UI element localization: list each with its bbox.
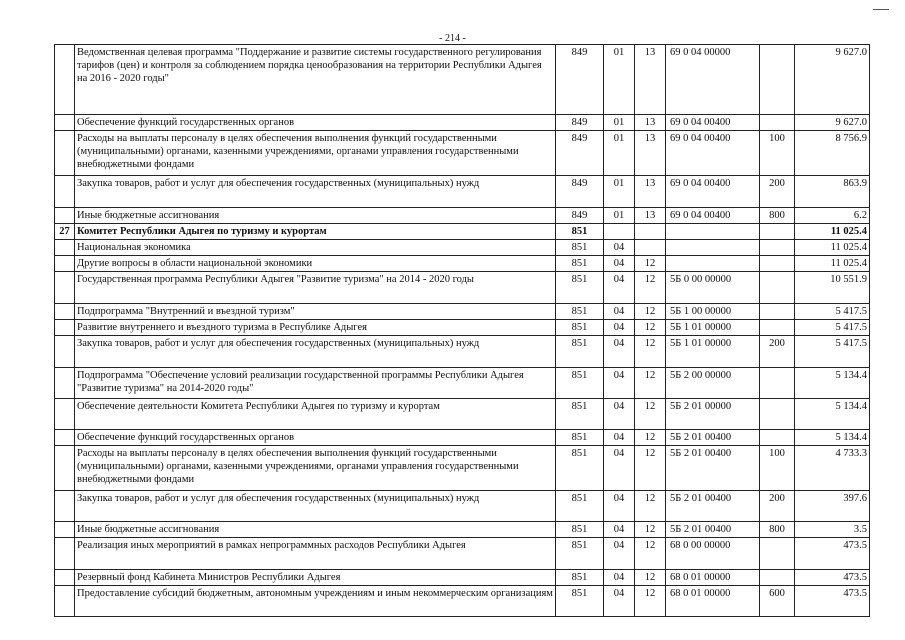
row-sum: 5 417.5 [795,336,870,368]
row-grbs: 849 [556,45,604,115]
row-name: Иные бюджетные ассигнования [75,208,556,224]
row-name: Реализация иных мероприятий в рамках непрограммных расходов Республики Адыгея [75,538,556,570]
row-name: Ведомственная целевая программа "Поддержание и развитие системы государственного регулирования тарифов (цен) и контроля за соблюдением порядка ценообразования на территории Республики Адыгея на 2016 - 2020 годы" [75,45,556,115]
row-number [55,131,75,176]
row-name: Национальная экономика [75,240,556,256]
row-target-code [666,224,760,240]
table-row [55,272,870,304]
row-target-code: 5Б 2 01 00400 [666,491,760,522]
row-subsection: 12 [635,304,666,320]
row-grbs: 851 [556,320,604,336]
row-name: Государственная программа Республики Адыгея "Развитие туризма" на 2014 - 2020 годы [75,272,556,304]
row-sum: 10 551.9 [795,272,870,304]
row-name: Обеспечение функций государственных органов [75,430,556,446]
row-number [55,570,75,586]
row-expense-type [760,399,795,430]
table-row [55,368,870,399]
row-grbs: 851 [556,446,604,491]
row-expense-type [760,224,795,240]
row-sum: 3.5 [795,522,870,538]
row-grbs: 851 [556,430,604,446]
row-number [55,368,75,399]
row-target-code: 5Б 2 01 00400 [666,522,760,538]
row-expense-type: 600 [760,586,795,617]
row-subsection: 12 [635,538,666,570]
row-section: 01 [604,115,635,131]
row-sum: 5 134.4 [795,430,870,446]
row-sum: 397.6 [795,491,870,522]
row-grbs: 849 [556,176,604,208]
row-subsection: 12 [635,256,666,272]
row-section: 04 [604,320,635,336]
row-sum: 5 134.4 [795,399,870,430]
row-number [55,240,75,256]
row-grbs: 851 [556,570,604,586]
row-grbs: 851 [556,224,604,240]
row-expense-type: 200 [760,491,795,522]
row-name: Комитет Республики Адыгея по туризму и курортам [75,224,556,240]
row-grbs: 851 [556,368,604,399]
row-name: Закупка товаров, работ и услуг для обеспечения государственных (муниципальных) нужд [75,491,556,522]
corner-mark [873,9,889,10]
row-target-code: 5Б 2 01 00000 [666,399,760,430]
row-number: 27 [55,224,75,240]
row-target-code: 69 0 04 00000 [666,45,760,115]
row-name: Закупка товаров, работ и услуг для обеспечения государственных (муниципальных) нужд [75,336,556,368]
row-target-code: 5Б 1 01 00000 [666,336,760,368]
row-subsection: 12 [635,570,666,586]
row-number [55,586,75,617]
row-section: 04 [604,522,635,538]
row-expense-type: 800 [760,208,795,224]
row-section: 04 [604,240,635,256]
row-sum: 9 627.0 [795,45,870,115]
row-target-code: 5Б 2 01 00400 [666,430,760,446]
row-subsection: 12 [635,272,666,304]
row-section: 04 [604,446,635,491]
row-number [55,256,75,272]
row-sum: 863.9 [795,176,870,208]
row-grbs: 851 [556,491,604,522]
row-target-code: 5Б 2 00 00000 [666,368,760,399]
row-grbs: 851 [556,240,604,256]
table-row [55,256,870,272]
row-grbs: 849 [556,115,604,131]
row-subsection: 12 [635,430,666,446]
row-section: 04 [604,491,635,522]
row-name: Иные бюджетные ассигнования [75,522,556,538]
row-grbs: 851 [556,336,604,368]
row-target-code: 5Б 1 01 00000 [666,320,760,336]
row-sum: 9 627.0 [795,115,870,131]
row-section: 01 [604,176,635,208]
row-grbs: 851 [556,256,604,272]
row-expense-type [760,538,795,570]
row-expense-type: 800 [760,522,795,538]
row-sum: 6.2 [795,208,870,224]
table-row [55,131,870,176]
row-subsection: 13 [635,131,666,176]
table-row [55,240,870,256]
row-section: 04 [604,430,635,446]
table-row [55,336,870,368]
row-expense-type [760,368,795,399]
row-target-code: 68 0 00 00000 [666,538,760,570]
row-grbs: 849 [556,131,604,176]
row-expense-type [760,320,795,336]
row-sum: 11 025.4 [795,224,870,240]
row-expense-type [760,240,795,256]
row-subsection: 12 [635,586,666,617]
table-row [55,430,870,446]
row-section: 01 [604,45,635,115]
row-number [55,176,75,208]
row-subsection: 12 [635,368,666,399]
row-sum: 5 134.4 [795,368,870,399]
row-name: Расходы на выплаты персоналу в целях обеспечения выполнения функций государственными (муниципальными) органами, казенными учреждениями, органами управления государственными внебюджетными фондами [75,446,556,491]
row-subsection: 13 [635,208,666,224]
row-number [55,491,75,522]
row-subsection: 13 [635,115,666,131]
row-name: Резервный фонд Кабинета Министров Республики Адыгея [75,570,556,586]
table-row [55,399,870,430]
row-sum: 473.5 [795,538,870,570]
row-subsection: 12 [635,399,666,430]
table-row [55,491,870,522]
row-expense-type [760,570,795,586]
row-number [55,522,75,538]
row-expense-type: 200 [760,176,795,208]
row-section: 04 [604,272,635,304]
row-section: 04 [604,256,635,272]
row-number [55,399,75,430]
table-row [55,224,870,240]
table-row [55,115,870,131]
row-section [604,224,635,240]
row-name: Подпрограмма "Внутренний и въездной туризм" [75,304,556,320]
row-subsection [635,224,666,240]
row-expense-type [760,256,795,272]
budget-table [54,44,870,617]
row-grbs: 851 [556,272,604,304]
row-grbs: 851 [556,586,604,617]
table-row [55,320,870,336]
row-sum: 473.5 [795,570,870,586]
page-number: - 214 - [439,33,466,44]
row-expense-type [760,430,795,446]
row-target-code: 5Б 2 01 00400 [666,446,760,491]
row-section: 04 [604,570,635,586]
row-number [55,336,75,368]
table-row [55,208,870,224]
row-name: Другие вопросы в области национальной экономики [75,256,556,272]
row-sum: 4 733.3 [795,446,870,491]
row-section: 04 [604,304,635,320]
row-number [55,538,75,570]
row-expense-type: 100 [760,131,795,176]
table-row [55,570,870,586]
row-sum: 5 417.5 [795,304,870,320]
row-section: 01 [604,208,635,224]
row-number [55,208,75,224]
table-row [55,176,870,208]
row-subsection [635,240,666,256]
row-sum: 11 025.4 [795,256,870,272]
row-target-code: 69 0 04 00400 [666,115,760,131]
row-section: 04 [604,336,635,368]
row-target-code: 5Б 0 00 00000 [666,272,760,304]
row-expense-type [760,115,795,131]
row-target-code: 5Б 1 00 00000 [666,304,760,320]
row-section: 04 [604,399,635,430]
row-expense-type [760,272,795,304]
row-subsection: 12 [635,336,666,368]
row-sum: 8 756.9 [795,131,870,176]
row-grbs: 849 [556,208,604,224]
row-expense-type [760,45,795,115]
row-number [55,45,75,115]
row-name: Подпрограмма "Обеспечение условий реализации государственной программы Республики Адыгея "Развитие туризма" на 2014-2020 годы" [75,368,556,399]
row-expense-type: 100 [760,446,795,491]
row-name: Обеспечение деятельности Комитета Республики Адыгея по туризму и курортам [75,399,556,430]
row-expense-type: 200 [760,336,795,368]
row-number [55,304,75,320]
row-target-code: 68 0 01 00000 [666,586,760,617]
row-grbs: 851 [556,399,604,430]
table-row [55,304,870,320]
row-number [55,320,75,336]
row-number [55,430,75,446]
row-grbs: 851 [556,538,604,570]
row-grbs: 851 [556,522,604,538]
row-target-code [666,240,760,256]
row-number [55,446,75,491]
table-row [55,45,870,115]
row-name: Расходы на выплаты персоналу в целях обеспечения выполнения функций государственными (муниципальными) органами, казенными учреждениями, органами управления государственными внебюджетными фондами [75,131,556,176]
row-name: Предоставление субсидий бюджетным, автономным учреждениям и иным некоммерческим организациям [75,586,556,617]
row-section: 04 [604,538,635,570]
row-subsection: 12 [635,522,666,538]
table-row [55,522,870,538]
row-name: Закупка товаров, работ и услуг для обеспечения государственных (муниципальных) нужд [75,176,556,208]
row-subsection: 12 [635,320,666,336]
row-number [55,115,75,131]
row-section: 01 [604,131,635,176]
row-target-code [666,256,760,272]
row-target-code: 68 0 01 00000 [666,570,760,586]
table-row [55,446,870,491]
row-sum: 11 025.4 [795,240,870,256]
row-section: 04 [604,368,635,399]
row-subsection: 12 [635,491,666,522]
row-target-code: 69 0 04 00400 [666,176,760,208]
row-grbs: 851 [556,304,604,320]
row-expense-type [760,304,795,320]
row-target-code: 69 0 04 00400 [666,208,760,224]
row-number [55,272,75,304]
row-subsection: 13 [635,45,666,115]
row-target-code: 69 0 04 00400 [666,131,760,176]
row-sum: 5 417.5 [795,320,870,336]
row-sum: 473.5 [795,586,870,617]
table-row [55,538,870,570]
table-row [55,586,870,617]
row-section: 04 [604,586,635,617]
row-name: Развитие внутреннего и въездного туризма в Республике Адыгея [75,320,556,336]
row-name: Обеспечение функций государственных органов [75,115,556,131]
row-subsection: 13 [635,176,666,208]
row-subsection: 12 [635,446,666,491]
